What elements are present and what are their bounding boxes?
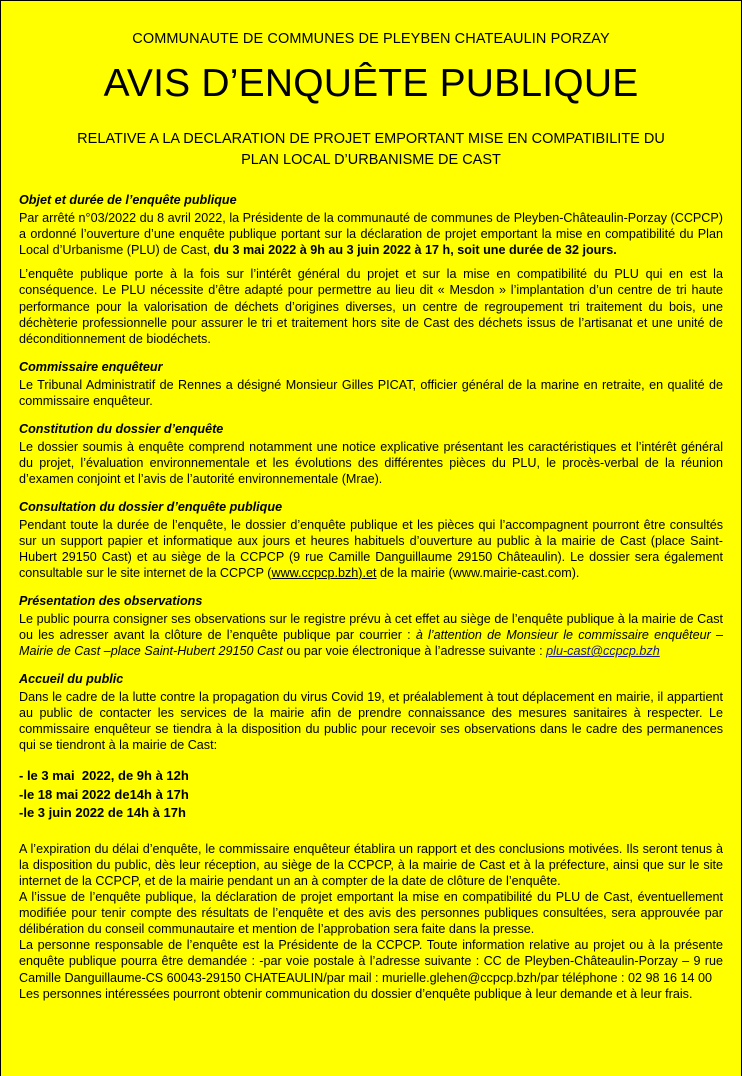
closing-paragraph-1: A l’expiration du délai d’enquête, le commissaire enquêteur établira un rapport et des conclusions motivées. Ils seront tenus à la disposition du public, dès leur réception, au siège de la CCPCP, à la mairie de Cast et à la préfecture, ainsi que sur le site internet de la CCPCP, et de la mairie pendant un an à compter de la date de clôture de l’enquête. <box>19 841 723 888</box>
section-accueil <box>19 672 723 753</box>
section-accueil-paragraph: Dans le cadre de la lutte contre la propagation du virus Covid 19, et préalablement à tout déplacement en mairie, il appartient au public de contacter les services de la mairie afin de prendre connaissance des mesures sanitaires à respecter. Le commissaire enquêteur se tiendra à la disposition du public pour recevoir ses observations dans le cadre des permanences qui se tiendront à la mairie de Cast: <box>19 689 723 753</box>
section-closing <box>19 841 723 1002</box>
section-constitution-paragraph: Le dossier soumis à enquête comprend notamment une notice explicative présentant les caractéristiques et l’intérêt général du projet, l’évaluation environnementale et les évolutions des différentes pièces du PLU, le procès-verbal de la réunion d’examen conjoint et l’avis de l’autorité environnementale (Mrae). <box>19 439 723 486</box>
section-constitution-heading: Constitution du dossier d’enquête <box>19 421 224 436</box>
permanence-dates-list <box>19 767 723 822</box>
section-observations-heading: Présentation des observations <box>19 594 203 609</box>
permanence-date-item: - le 3 mai 2022, de 9h à 12h <box>19 768 189 784</box>
section-consultation-paragraph <box>19 517 723 581</box>
consultation-text-lead: Pendant toute la durée de l’enquête, le dossier d’enquête publique et les pièces qui l’accompagnent pourront être consultés sur un support papier et informatique aux jours et heures habituels d’ouverture au public à la mairie de Cast (place Saint-Hubert 29150 Cast) et au siège de la CCPCP (9 rue Camille Danguillaume 29150 Châteaulin). Le dossier sera également consultable sur le site internet de la CCPCP ( <box>19 517 723 580</box>
organisation-name: COMMUNAUTE DE COMMUNES DE PLEYBEN CHATEAULIN PORZAY <box>132 31 610 47</box>
section-commissaire <box>19 360 723 409</box>
section-commissaire-paragraph: Le Tribunal Administratif de Rennes a désigné Monsieur Gilles PICAT, officier général de la marine en retraite, en qualité de commissaire enquêteur. <box>19 377 723 408</box>
section-objet <box>19 193 723 347</box>
observations-postal-address: à l’attention de Monsieur le commissaire enquêteur –Mairie de Cast –place Saint-Hubert 29150 Cast <box>19 627 723 659</box>
section-observations <box>19 594 723 659</box>
section-objet-heading: Objet et durée de l’enquête publique <box>19 193 237 208</box>
ccpcp-website-link[interactable]: www.ccpcp.bzh).et <box>271 565 377 580</box>
section-commissaire-heading: Commissaire enquêteur <box>19 359 163 374</box>
observations-text-mid: ou par voie électronique à l’adresse suivante : <box>282 644 547 659</box>
section-consultation <box>19 500 723 581</box>
section-constitution <box>19 422 723 487</box>
page-title: AVIS D’ENQUÊTE PUBLIQUE <box>103 62 639 106</box>
subtitle-line-2: PLAN LOCAL D’URBANISME DE CAST <box>241 152 501 169</box>
section-objet-paragraph-1 <box>19 210 723 258</box>
objet-text-lead: Par arrêté n°03/2022 du 8 avril 2022, la Présidente de la communauté de communes de Pleyben-Châteaulin-Porzay (CCPCP) a ordonné l’ouverture d’une enquête publique portant sur la déclaration de projet emportant la mise en compatibilité du Plan Local d’Urbanisme (PLU) de Cast, <box>19 211 723 258</box>
enquiry-email-link[interactable]: plu-cast@ccpcp.bzh <box>546 644 660 659</box>
observations-text-lead: Le public pourra consigner ses observations sur le registre prévu à cet effet au siège de l’enquête publique à la mairie de Cast ou les adresser avant la clôture de l’enquête publique par courrier : <box>19 611 723 642</box>
closing-paragraph-4: Les personnes intéressées pourront obtenir communication du dossier d’enquête publique à leur demande et à leur frais. <box>19 986 693 1001</box>
masthead <box>13 31 729 171</box>
section-observations-paragraph <box>19 611 723 659</box>
notice-body <box>13 193 729 1001</box>
section-accueil-heading: Accueil du public <box>19 672 124 687</box>
subtitle <box>13 129 729 171</box>
closing-paragraph-2: A l’issue de l’enquête publique, la déclaration de projet emportant la mise en compatibilité du PLU de Cast, éventuellement modifiée pour tenir compte des résultats de l’enquête et des avis des personnes publiques consultées, sera approuvée par délibération du conseil communautaire et mention de l’approbation sera faite dans la presse. <box>19 889 723 937</box>
section-consultation-heading: Consultation du dossier d’enquête publique <box>19 499 283 514</box>
permanence-date-item: -le 18 mai 2022 de14h à 17h <box>19 786 189 802</box>
section-objet-paragraph-2: L’enquête publique porte à la fois sur l’intérêt général du projet et sur la mise en compatibilité du PLU qui en est la conséquence. Le PLU nécessite d’être adapté pour permettre au lieu dit « Mesdon » l’implantation d’un centre de tri haute performance pour la valorisation de déchets d’origines diverses, un centre de regroupement tri traitement du bois, une déchèterie professionnelle pour assurer le tri et traitement hors site de Cast des déchets issus de l’artisanat et une unité de déconditionnement de biodéchets. <box>19 267 723 346</box>
closing-paragraph-3: La personne responsable de l’enquête est la Présidente de la CCPCP. Toute information relative au projet ou à la présente enquête publique pourra être demandée : -par voie postale à l’adresse suivante : CC de Pleyben-Châteaulin-Porzay – 9 rue Camille Danguillaume-CS 60043-29150 CHATEAULIN/par mail : murielle.glehen@ccpcp.bzh/par téléphone : 02 98 16 14 00 <box>19 938 723 985</box>
consultation-text-tail: de la mairie (www.mairie-cast.com). <box>376 565 580 580</box>
permanence-date-item: -le 3 juin 2022 de 14h à 17h <box>19 805 186 821</box>
subtitle-line-1: RELATIVE A LA DECLARATION DE PROJET EMPORTANT MISE EN COMPATIBILITE DU <box>77 131 665 148</box>
objet-date-range: du 3 mai 2022 à 9h au 3 juin 2022 à 17 h, soit une durée de 32 jours. <box>213 243 617 258</box>
